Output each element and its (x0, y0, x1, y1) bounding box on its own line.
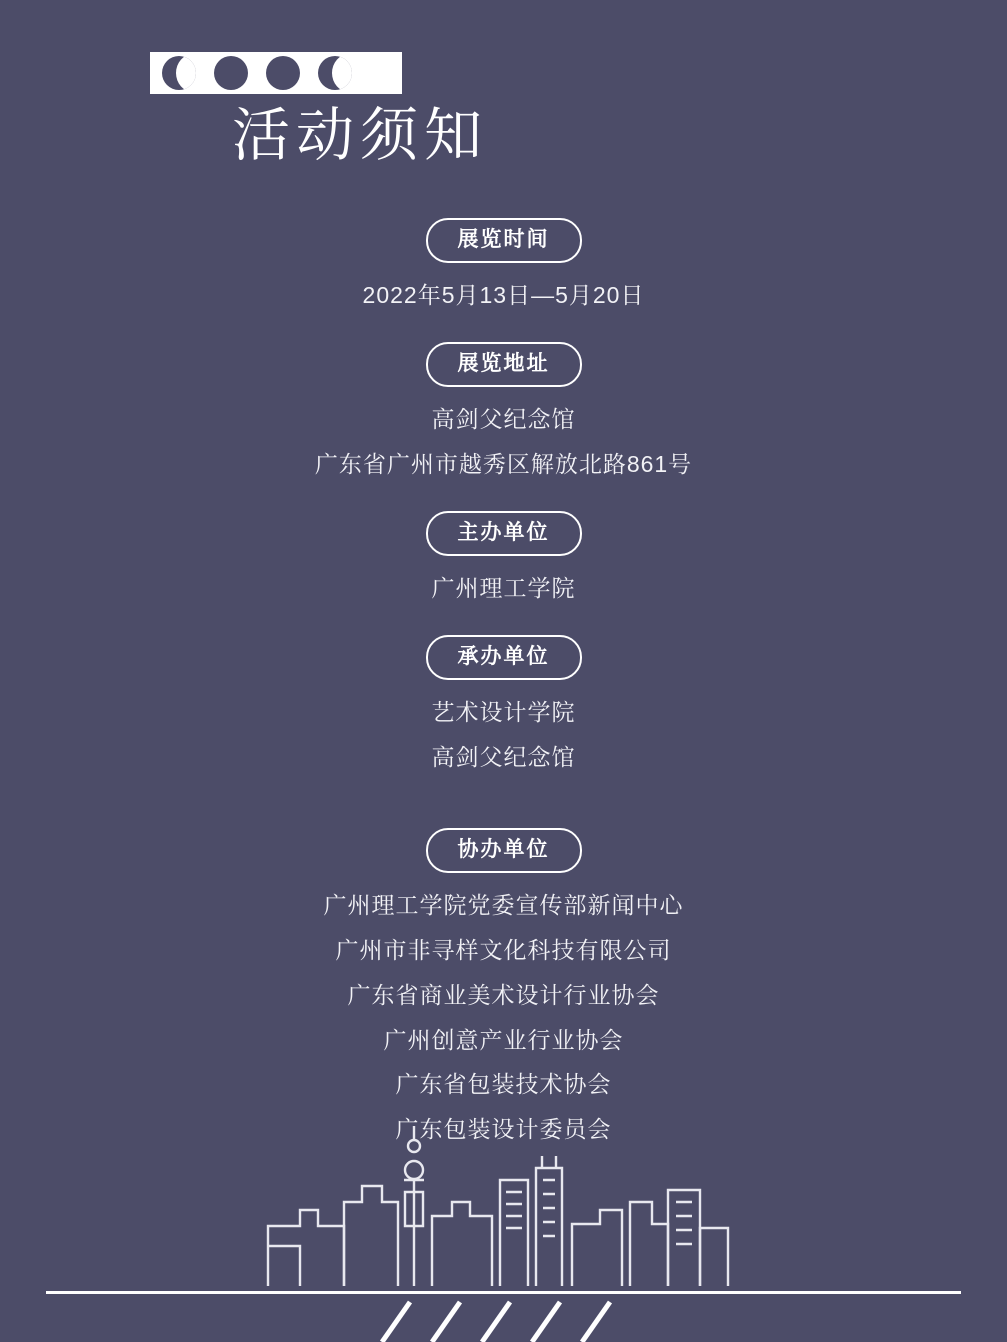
sections-list (0, 218, 1007, 1152)
crescent-dot-icon (318, 56, 352, 90)
section-label: 展览时间 (426, 218, 582, 263)
diagonal-stripes-decoration (0, 1296, 1007, 1342)
section-co-organizer (0, 828, 1007, 1152)
section-line: 广东包装设计委员会 (395, 1116, 612, 1143)
section-line: 2022年5月13日—5月20日 (362, 282, 645, 309)
section-lines (0, 273, 1007, 318)
section-line: 艺术设计学院 (431, 699, 576, 726)
section-exhibition-address (0, 342, 1007, 487)
section-line: 高剑父纪念馆 (431, 406, 576, 433)
section-label: 协办单位 (426, 828, 582, 873)
section-label: 展览地址 (426, 342, 582, 387)
section-exhibition-time (0, 218, 1007, 318)
section-label: 主办单位 (426, 511, 582, 556)
section-line: 广州理工学院 (431, 575, 576, 602)
baseline-divider (46, 1291, 961, 1294)
section-lines (0, 690, 1007, 780)
section-undertaker (0, 635, 1007, 780)
section-organizer (0, 511, 1007, 611)
section-line: 广东省广州市越秀区解放北路861号 (314, 451, 693, 478)
full-dot-icon (214, 56, 248, 90)
crescent-dot-icon (162, 56, 196, 90)
section-line: 广东省包装技术协会 (395, 1071, 612, 1098)
section-line: 高剑父纪念馆 (431, 743, 576, 770)
section-line: 广州市非寻样文化科技有限公司 (335, 936, 672, 963)
section-lines (0, 397, 1007, 487)
page-title: 活动须知 (232, 103, 489, 168)
city-skyline-icon (0, 1106, 1007, 1286)
section-line: 广州理工学院党委宣传部新闻中心 (323, 892, 684, 918)
section-lines (0, 566, 1007, 611)
decorative-dots-bar (150, 52, 402, 94)
full-dot-icon (266, 56, 300, 90)
section-label: 承办单位 (426, 635, 582, 680)
section-line: 广东省商业美术设计行业协会 (347, 981, 660, 1008)
section-line: 广州创意产业行业协会 (383, 1026, 624, 1053)
